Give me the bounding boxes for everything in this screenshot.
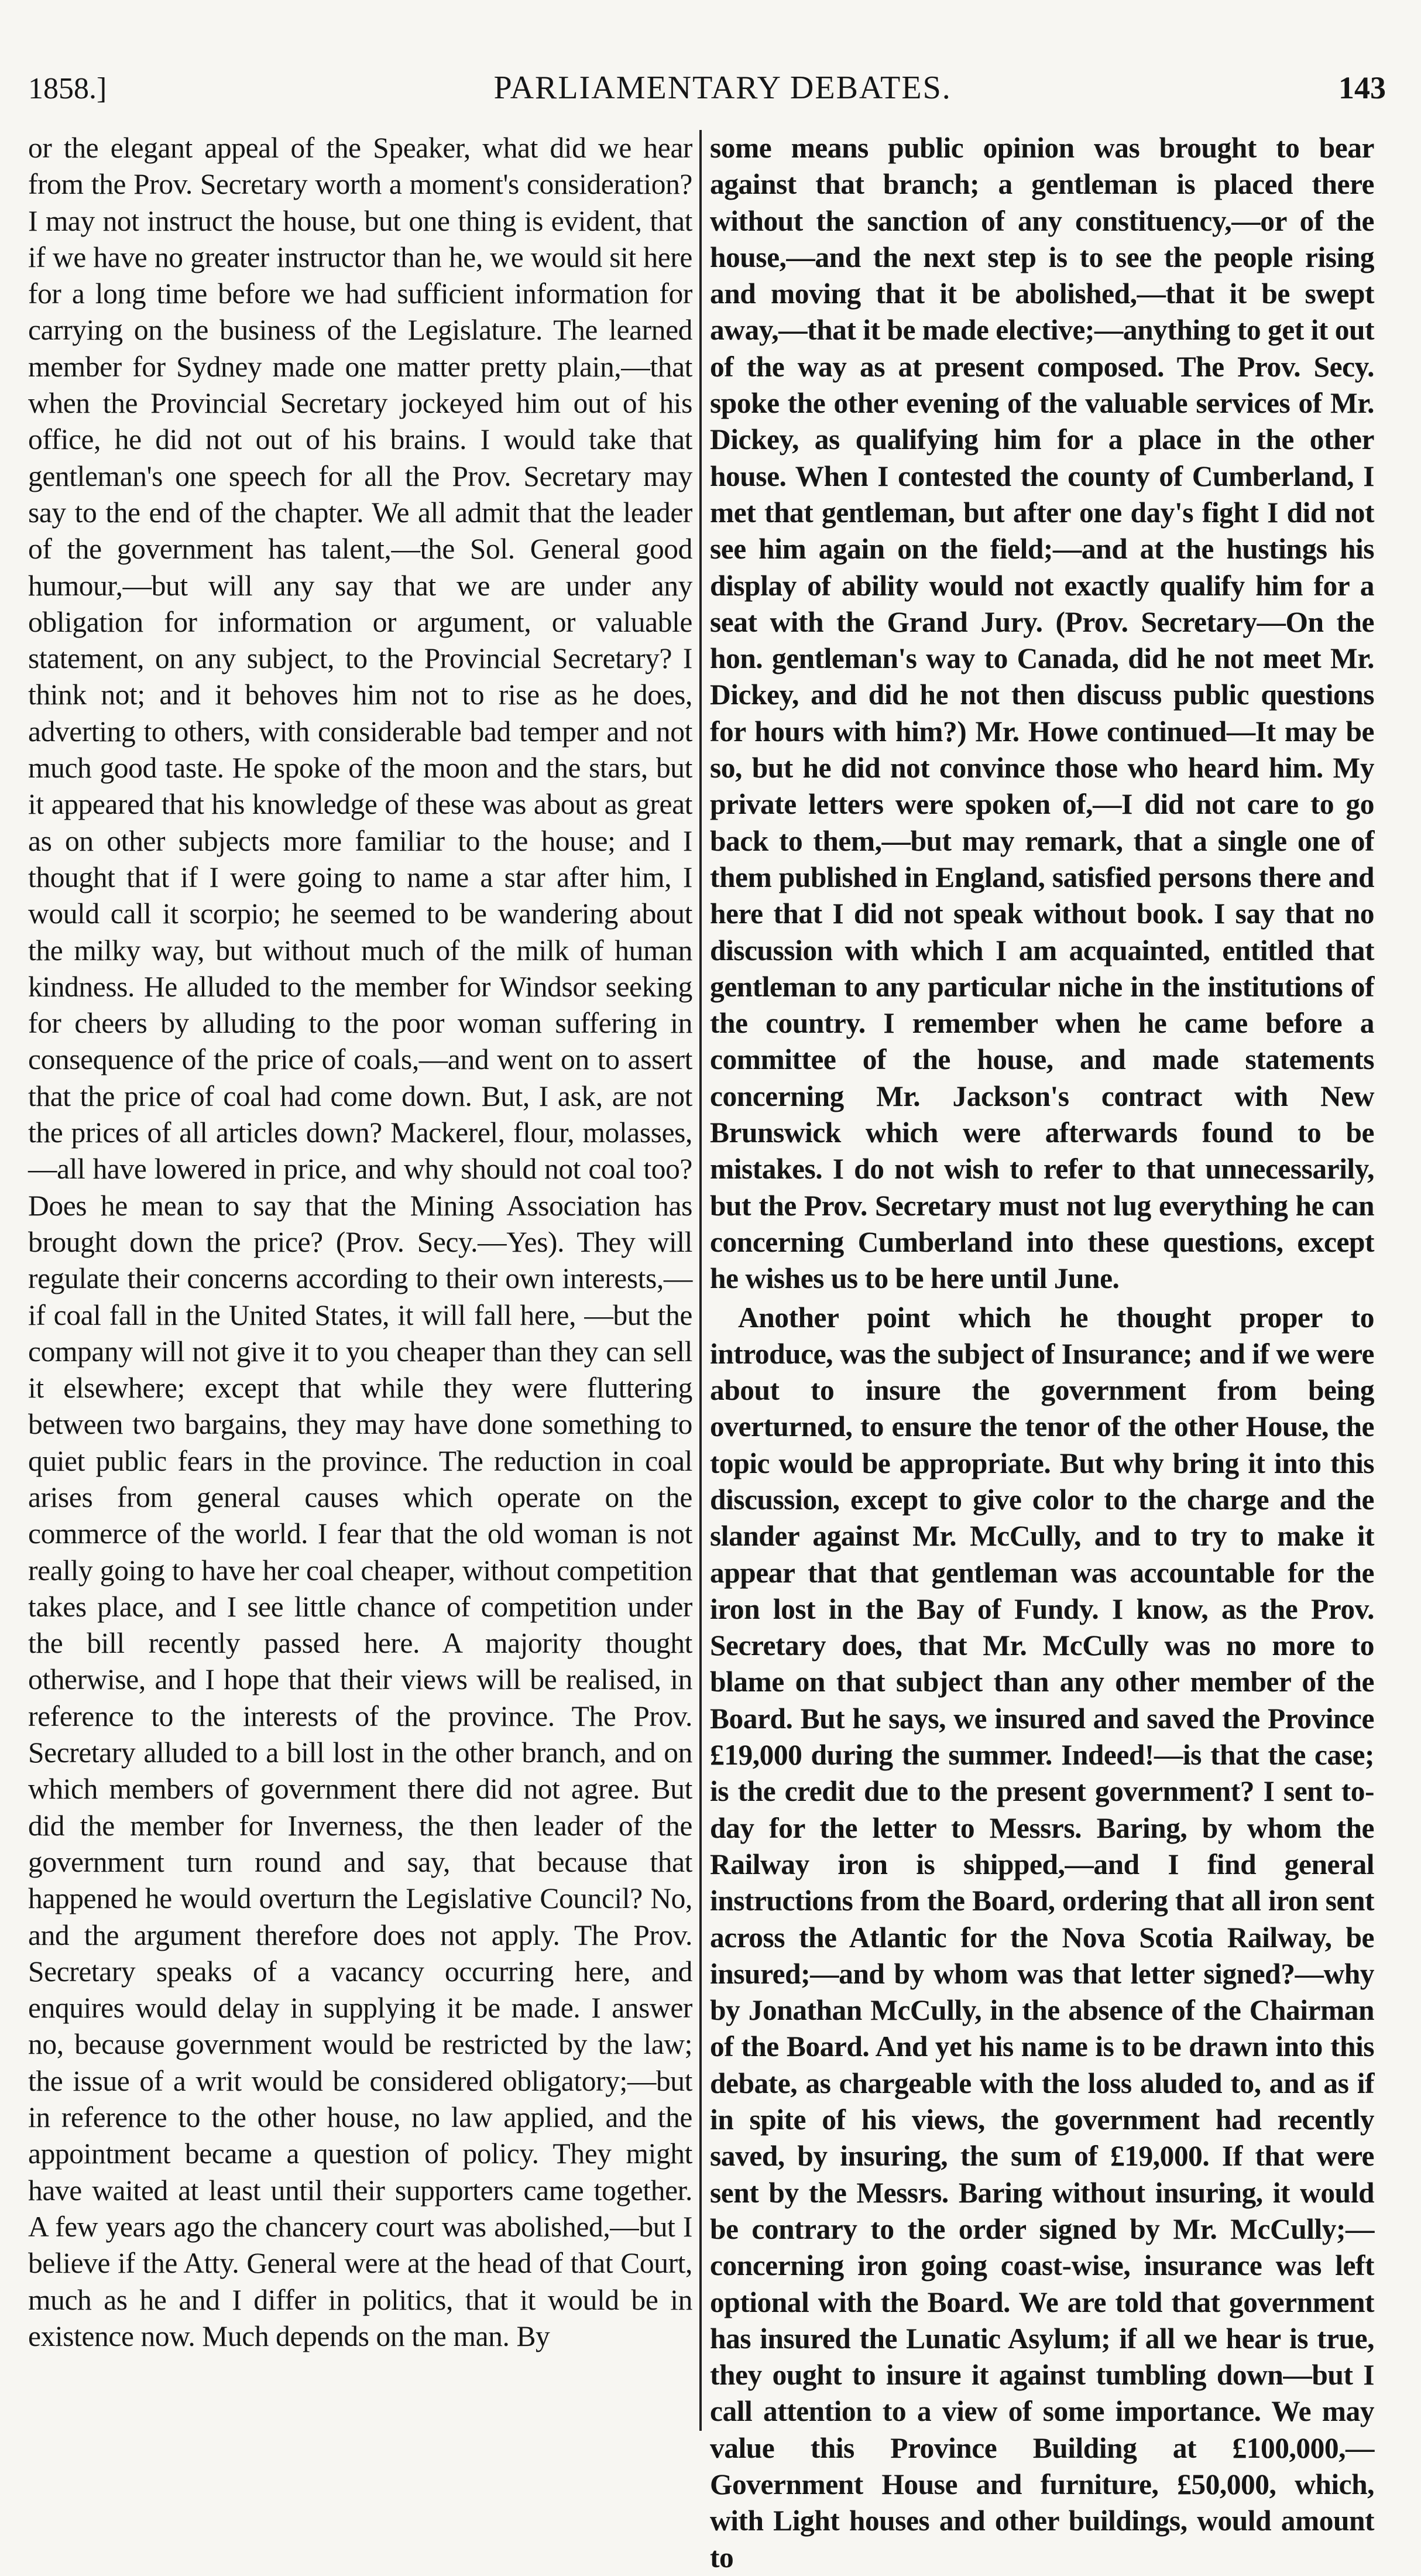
right-paragraph-2: Another point which he thought proper to introduce, was the subject of Insurance; and if we were about to insure the government from being overturned, to ensure the tenor of the other House, the topic would be appropriate. But why bring it into this discussion, except to give color to the charge and the slander against Mr. McCully, and to try to make it appear that that gentleman was accountable for the iron lost in the Bay of Fundy. I know, as the Prov. Secretary does, that Mr. McCully was no more to blame on that subject than any other member of the Board. But he says, we insured and saved the Province £19,000 during the summer. Indeed!—is that the case; is the credit due to the present government? I sent to-day for the letter to Messrs. Baring, by whom the Railway iron is shipped,—and I find general instructions from the Board, ordering that all iron sent across the Atlantic for the Nova Scotia Railway, be insured;—and by whom was that letter signed?—why by Jonathan McCully, in the absence of the Chairman of the Board. And yet his name is to be drawn into this debate, as chargeable with the loss aluded to, and as if in spite of his views, the government had recently saved, by insuring, the sum of £19,000. If that were sent by the Messrs. Baring without insuring, it would be contrary to the order signed by Mr. McCully;—concerning iron going coast-wise, insurance was left optional with the Board. We are told that government has insured the Lunatic Asylum; if all we hear is true, they ought to insure it against tumbling down—but I call attention to a view of some importance. We may value this Province Building at £100,000,—Government House and furniture, £50,000, which, with Light houses and other buildings, would amount to — [710, 1301, 1374, 2574]
header-title: PARLIAMENTARY DEBATES. — [493, 70, 952, 106]
text-columns — [28, 130, 1386, 2574]
left-column — [28, 130, 699, 2431]
header-year: 1858.] — [28, 72, 107, 105]
page-header — [28, 69, 1386, 116]
left-paragraph-1: or the elegant appeal of the Speaker, what did we hear from the Prov. Secretary worth a moment's consideration? I may not instruct the house, but one thing is evident, that if we have no greater instructor than he, we would sit here for a long time before we had sufficient information for carrying on the business of the Legislature. The learned member for Sydney made one matter pretty plain,—that when the Provincial Secretary jockeyed him out of his office, he did not out of his brains. I would take that gentleman's one speech for all the Prov. Secretary may say to the end of the chapter. We all admit that the leader of the government has talent,—the Sol. General good humour,—but will any say that we are under any obligation for information or argument, or valuable statement, on any subject, to the Provincial Secretary? I think not; and it behoves him not to rise as he does, adverting to others, with considerable bad temper and not much good taste. He spoke of the moon and the stars, but it appeared that his knowledge of these was about as great as on other subjects more familiar to the house; and I thought that if I were going to name a star after him, I would call it scorpio; he seemed to be wandering about the milky way, but without much of the milk of human kindness. He alluded to the member for Windsor seeking for cheers by alluding to the poor woman suffering in consequence of the price of coals,—and went on to assert that the price of coal had come down. But, I ask, are not the prices of all articles down? Mackerel, flour, molasses,—all have lowered in price, and why should not coal too? Does he mean to say that the Mining Association has brought down the price? (Prov. Secy.—Yes). They will regulate their concerns according to their own interests,—if coal fall in the United States, it will fall here, —but the company will not give it to you cheaper than they can sell it elsewhere; except that while they were fluttering between two bargains, they may have done something to quiet public fears in the province. The reduction in coal arises from general causes which operate on the commerce of the world. I fear that the old woman is not really going to have her coal cheaper, without competition takes place, and I see little chance of competition under the bill recently passed here. A majority thought otherwise, and I hope that their views will be realised, in reference to the interests of the province. The Prov. Secretary alluded to a bill lost in the other branch, and on which members of government there did not agree. But did the member for Inverness, the then leader of the government turn round and say, that because that happened he would overturn the Legislative Council? No, and the argument therefore does not apply. The Prov. Secretary speaks of a vacancy occurring here, and enquires would delay in supplying it be made. I answer no, because government would be restricted by the law; the issue of a writ would be considered obligatory;—but in reference to the other house, no law applied, and the appointment became a question of policy. They might have waited at least until their supporters came together. A few years ago the chancery court was abolished,—but I believe if the Atty. General were at the head of that Court, much as he and I differ in politics, that it would be in existence now. Much depends on the man. By — [28, 132, 692, 2352]
right-column — [702, 130, 1374, 2574]
page-number: 143 — [1338, 70, 1386, 105]
right-paragraph-1: some means public opinion was brought to bear against that branch; a gentleman is placed there without the sanction of any constituency,—or of the house,—and the next step is to see the people rising and moving that it be abolished,—that it be swept away,—that it be made elective;—anything to get it out of the way as at present composed. The Prov. Secy. spoke the other evening of the valuable services of Mr. Dickey, as qualifying him for a place in the other house. When I contested the county of Cumberland, I met that gentleman, but after one day's fight I did not see him again on the field;—and at the hustings his display of ability would not exactly qualify him for a seat with the Grand Jury. (Prov. Secretary—On the hon. gentleman's way to Canada, did he not meet Mr. Dickey, and did he not then discuss public questions for hours with him?) Mr. Howe continued—It may be so, but he did not convince those who heard him. My private letters were spoken of,—I did not care to go back to them,—but may remark, that a single one of them published in England, satisfied persons there and here that I did not speak without book. I say that no discussion with which I am acquainted, entitled that gentleman to any particular niche in the institutions of the country. I remember when he came before a committee of the house, and made statements concerning Mr. Jackson's contract with New Brunswick which were afterwards found to be mistakes. I do not wish to refer to that unnecessarily, but the Prov. Secretary must not lug everything he can concerning Cumberland into these questions, except he wishes us to be here until June. — [710, 132, 1374, 1295]
